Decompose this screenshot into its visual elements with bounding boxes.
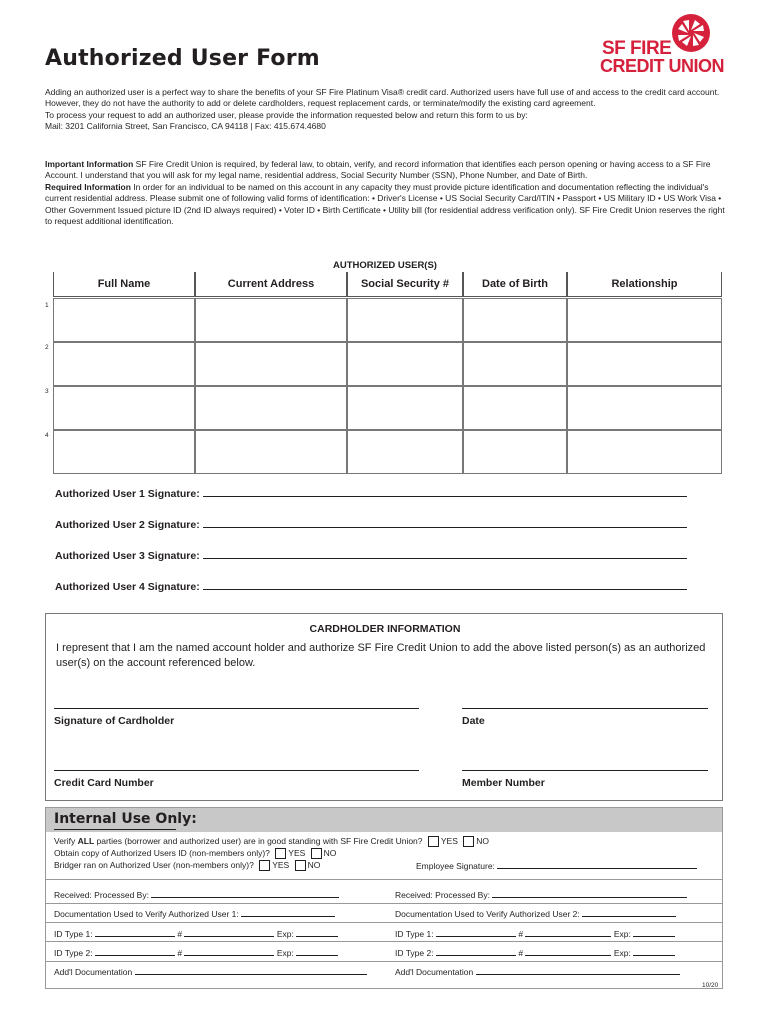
cardholder-signature-label: Signature of Cardholder (54, 715, 175, 727)
exp-line[interactable] (296, 928, 338, 937)
no-label: NO (323, 848, 337, 858)
employee-signature-line[interactable] (497, 860, 697, 869)
id-type-label: ID Type 1: (54, 929, 93, 939)
authorized-users-title: AUTHORIZED USER(S) (333, 260, 437, 271)
addl-doc-line[interactable] (135, 966, 367, 975)
obtain-yes-checkbox[interactable] (275, 848, 286, 859)
signature-line[interactable] (203, 549, 687, 559)
important-information (45, 159, 725, 182)
cardholder-information-box (45, 613, 723, 801)
bridger-question (54, 860, 320, 871)
authorized-user-4-signature (55, 580, 687, 593)
divider (46, 941, 722, 942)
intro-mail-fax: Mail: 3201 California Street, San Francisco, CA 94118 | Fax: 415.674.4680 (45, 121, 326, 132)
received-line[interactable] (492, 889, 687, 898)
addl-doc-label: Add'l Documentation (54, 967, 133, 977)
form-revision-code: 10/20 (702, 982, 719, 989)
ssn-field[interactable] (347, 430, 463, 474)
table-row (45, 342, 722, 386)
authorized-user-3-signature (55, 549, 687, 562)
id-number-line[interactable] (184, 928, 274, 937)
relationship-field[interactable] (567, 298, 722, 342)
internal-use-title: Internal Use Only: (54, 811, 197, 827)
form-title: Authorized User Form (45, 46, 320, 71)
id-type-2-left (54, 947, 338, 958)
intro-paragraph-process: To process your request to add an authorized user, please provide the information requested below and return this form to us by: (45, 109, 528, 120)
id-type-line[interactable] (95, 928, 175, 937)
id-type-1-right (395, 928, 675, 939)
current-address-field[interactable] (195, 342, 347, 386)
member-number-label: Member Number (462, 777, 545, 789)
id-type-line[interactable] (436, 928, 516, 937)
row-number: 3 (45, 388, 49, 395)
signature-label: Authorized User 4 Signature: (55, 581, 200, 593)
date-line[interactable] (462, 708, 708, 709)
id-number-line[interactable] (525, 947, 611, 956)
ssn-field[interactable] (347, 386, 463, 430)
divider (46, 922, 722, 923)
hash-label: # (177, 948, 183, 958)
internal-use-header (46, 808, 722, 832)
date-of-birth-field[interactable] (463, 430, 567, 474)
id-type-label: ID Type 1: (395, 929, 434, 939)
cardholder-signature-line[interactable] (54, 708, 419, 709)
table-row (45, 386, 722, 430)
date-of-birth-field[interactable] (463, 298, 567, 342)
credit-card-number-label: Credit Card Number (54, 777, 154, 789)
yes-label: YES (288, 848, 306, 858)
employee-signature-label: Employee Signature: (416, 861, 495, 871)
yes-label: YES (440, 836, 458, 846)
received-processed-by-left (54, 889, 339, 900)
important-label: Important Information (45, 159, 134, 169)
verify-standing-question (54, 836, 489, 847)
internal-title-underline (54, 829, 176, 830)
exp-label: Exp: (613, 948, 631, 958)
divider (46, 879, 722, 880)
received-label: Received: Processed By: (54, 890, 149, 900)
logo-text-credit-union: CREDIT UNION (600, 56, 724, 76)
row-number: 4 (45, 432, 49, 439)
cardholder-information-title: CARDHOLDER INFORMATION (309, 623, 461, 635)
signature-line[interactable] (203, 580, 687, 590)
full-name-field[interactable] (53, 386, 195, 430)
authorized-user-2-signature (55, 518, 687, 531)
no-label: NO (307, 860, 321, 870)
date-of-birth-field[interactable] (463, 386, 567, 430)
employee-signature (416, 860, 697, 871)
table-row (45, 430, 722, 474)
required-information (45, 182, 725, 228)
verify-prefix: Verify (54, 836, 78, 846)
addl-documentation-right (395, 966, 680, 977)
intro-paragraph-benefits: Adding an authorized user is a perfect way to share the benefits of your SF Fire Platinum Visa® credit card. Authorized users have full use of and access to the credit card account. However, they do not have the authority to add or delete cardholders, request replacement cards, or terminate/modify the existing card agreement. (45, 87, 720, 109)
id-type-2-right (395, 947, 675, 958)
yes-label: YES (272, 860, 290, 870)
obtain-no-checkbox[interactable] (311, 848, 322, 859)
relationship-field[interactable] (567, 386, 722, 430)
divider (46, 903, 722, 904)
relationship-field[interactable] (567, 342, 722, 386)
cardholder-statement: I represent that I am the named account holder and authorize SF Fire Credit Union to add the above listed person(s) as an authorized user(s) on the account referenced below. (56, 642, 706, 669)
exp-line[interactable] (633, 947, 675, 956)
member-number-line[interactable] (462, 770, 708, 771)
intro-text (45, 87, 725, 133)
received-line[interactable] (151, 889, 339, 898)
bridger-text: Bridger ran on Authorized User (non-members only)? (54, 860, 254, 870)
important-body: SF Fire Credit Union is required, by federal law, to obtain, verify, and record information that identifies each person opening or having access to a SF Fire Account. I understand that you will ask for my legal name, residential address, Social Security Number (SSN), Phone Number, and Date of Birth. (45, 159, 711, 181)
id-number-line[interactable] (184, 947, 274, 956)
no-label: NO (476, 836, 490, 846)
signature-label: Authorized User 3 Signature: (55, 550, 200, 562)
id-type-label: ID Type 2: (395, 948, 434, 958)
id-type-line[interactable] (436, 947, 516, 956)
logo-pinwheel-icon (672, 14, 710, 52)
column-header-current-address: Current Address (195, 272, 347, 297)
credit-card-number-line[interactable] (54, 770, 419, 771)
id-type-1-left (54, 928, 338, 939)
id-number-line[interactable] (525, 928, 611, 937)
divider (46, 961, 722, 962)
doc-verify-user-1 (54, 908, 335, 919)
column-header-ssn: Social Security # (347, 272, 463, 297)
doc-user-1-label: Documentation Used to Verify Authorized User 1: (54, 909, 239, 919)
exp-label: Exp: (276, 948, 294, 958)
verify-yes-checkbox[interactable] (428, 836, 439, 847)
addl-doc-label: Add'l Documentation (395, 967, 474, 977)
current-address-field[interactable] (195, 386, 347, 430)
signature-label: Authorized User 1 Signature: (55, 488, 200, 500)
addl-doc-line[interactable] (476, 966, 680, 975)
hash-label: # (177, 929, 183, 939)
column-header-full-name: Full Name (53, 272, 195, 297)
bridger-yes-checkbox[interactable] (259, 860, 270, 871)
verify-text: parties (borrower and authorized user) are in good standing with SF Fire Credit Union? (94, 836, 423, 846)
authorized-user-1-signature (55, 487, 687, 500)
logo-text-sf-fire: SF FIRE (602, 38, 672, 59)
current-address-field[interactable] (195, 430, 347, 474)
id-type-label: ID Type 2: (54, 948, 93, 958)
full-name-field[interactable] (53, 430, 195, 474)
signature-line[interactable] (203, 518, 687, 528)
doc-user-2-line[interactable] (582, 908, 676, 917)
full-name-field[interactable] (53, 298, 195, 342)
notice-text (45, 159, 725, 227)
date-label: Date (462, 715, 485, 727)
verify-no-checkbox[interactable] (463, 836, 474, 847)
date-of-birth-field[interactable] (463, 342, 567, 386)
required-body: In order for an individual to be named on this account in any capacity they must provide picture identification and documentation reflecting the individual's current residential address. Please submit one of following valid forms of identification: • Driver's License • US Social Security Card/ITIN • Passport • US Military ID • US Work Visa • Other Government Issued picture ID (2nd ID always required) • Voter ID • Birth Certificate • Utility bill (for residential address verification only). SF Fire Credit Union reserves the right to request additional identification. (45, 181, 725, 227)
sf-fire-logo (598, 14, 723, 76)
row-number: 1 (45, 302, 49, 309)
exp-label: Exp: (613, 929, 631, 939)
table-row (45, 298, 722, 342)
ssn-field[interactable] (347, 298, 463, 342)
full-name-field[interactable] (53, 342, 195, 386)
bridger-no-checkbox[interactable] (295, 860, 306, 871)
required-label: Required Information (45, 181, 131, 192)
current-address-field[interactable] (195, 298, 347, 342)
exp-label: Exp: (276, 929, 294, 939)
doc-verify-user-2 (395, 908, 676, 919)
received-processed-by-right (395, 889, 687, 900)
column-header-relationship: Relationship (567, 272, 722, 297)
hash-label: # (518, 948, 524, 958)
exp-line[interactable] (296, 947, 338, 956)
hash-label: # (518, 929, 524, 939)
verify-all: ALL (77, 836, 95, 846)
doc-user-2-label: Documentation Used to Verify Authorized User 2: (395, 909, 580, 919)
addl-documentation-left (54, 966, 367, 977)
row-number: 2 (45, 344, 49, 351)
exp-line[interactable] (633, 928, 675, 937)
id-type-line[interactable] (95, 947, 175, 956)
received-label: Received: Processed By: (395, 890, 490, 900)
internal-use-section (45, 807, 723, 989)
obtain-id-question (54, 848, 336, 859)
doc-user-1-line[interactable] (241, 908, 335, 917)
signature-label: Authorized User 2 Signature: (55, 519, 200, 531)
signature-line[interactable] (203, 487, 687, 497)
ssn-field[interactable] (347, 342, 463, 386)
column-header-date-of-birth: Date of Birth (463, 272, 567, 297)
relationship-field[interactable] (567, 430, 722, 474)
obtain-text: Obtain copy of Authorized Users ID (non-members only)? (54, 848, 270, 858)
